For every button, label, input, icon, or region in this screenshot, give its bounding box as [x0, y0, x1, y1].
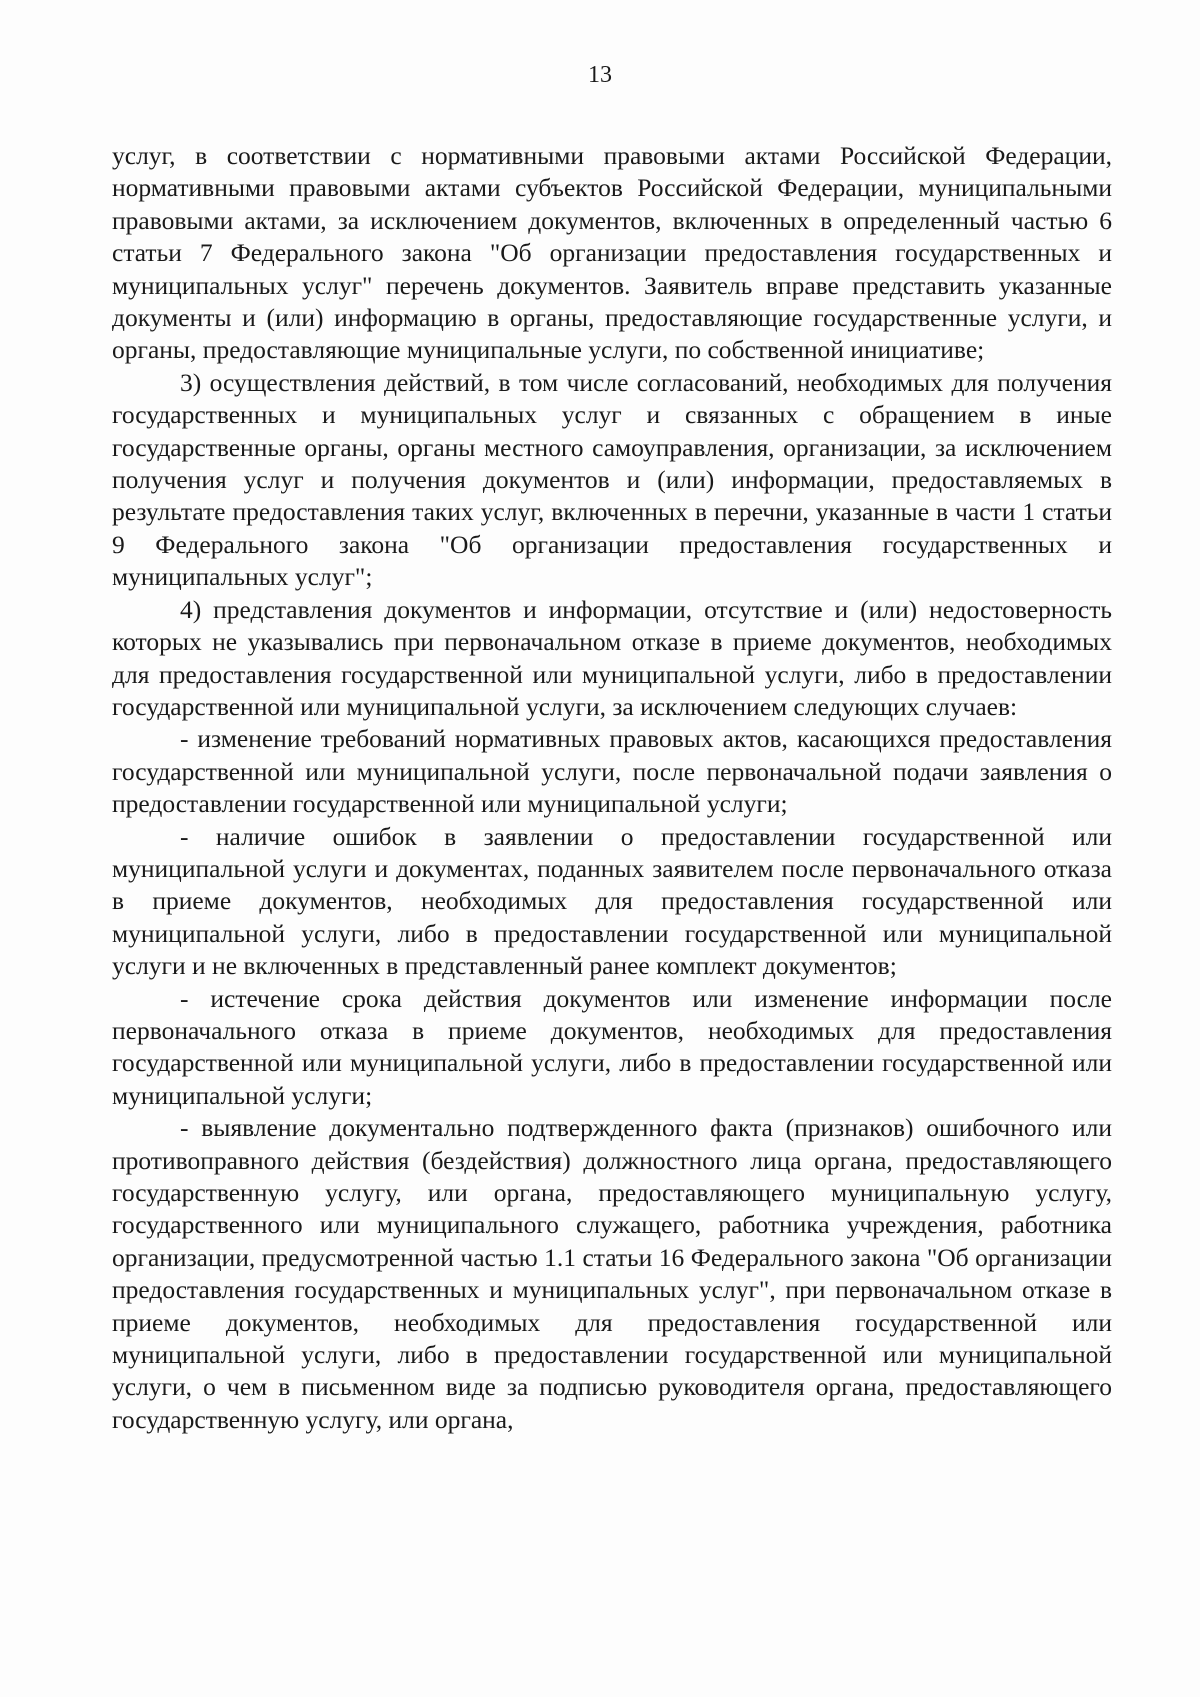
list-item-documents-expiry: - истечение срока действия документов или изменение информации после первоначального отказа в приеме документов, необходимых для предоставления государственной или муниципальной услуги, либо в предоставлении государственной или муниципальной услуги; [112, 983, 1112, 1110]
document-body [112, 140, 1112, 1436]
paragraph-continuation: услуг, в соответствии с нормативными правовыми актами Российской Федерации, нормативными правовыми актами субъектов Российской Федерации, муниципальными правовыми актами, за исключением документов, включенных в определенный частью 6 статьи 7 Федерального закона "Об организации предоставления государственных и муниципальных услуг" перечень документов. Заявитель вправе представить указанные документы и (или) информацию в органы, предоставляющие государственные услуги, и органы, предоставляющие муниципальные услуги, по собственной инициативе; [112, 141, 1112, 365]
paragraph-item-3: 3) осуществления действий, в том числе согласований, необходимых для получения государственных и муниципальных услуг и связанных с обращением в иные государственные органы, органы местного самоуправления, организации, за исключением получения услуг и получения документов и (или) информации, предоставляемых в результате предоставления таких услуг, включенных в перечни, указанные в части 1 статьи 9 Федерального закона "Об организации предоставления государственных и муниципальных услуг"; [112, 367, 1112, 592]
list-item-errors-in-application: - наличие ошибок в заявлении о предоставлении государственной или муниципальной услуги и документах, поданных заявителем после первоначального отказа в приеме документов, необходимых для предоставления государственной или муниципальной услуги, либо в предоставлении государственной или муниципальной услуги и не включенных в представленный ранее комплект документов; [112, 821, 1112, 981]
list-item-erroneous-action: - выявление документально подтвержденного факта (признаков) ошибочного или противоправного действия (бездействия) должностного лица органа, предоставляющего государственную услугу, или органа, предоставляющего муниципальную услугу, государственного или муниципального служащего, работника учреждения, работника организации, предусмотренной частью 1.1 статьи 16 Федерального закона "Об организации предоставления государственных и муниципальных услуг", при первоначальном отказе в приеме документов, необходимых для предоставления государственной или муниципальной услуги, либо в предоставлении государственной или муниципальной услуги, о чем в письменном виде за подписью руководителя органа, предоставляющего государственную услугу, или органа, [112, 1113, 1112, 1434]
page-number: 13 [588, 62, 612, 88]
list-item-requirements-change: - изменение требований нормативных правовых актов, касающихся предоставления государственной или муниципальной услуги, после первоначальной подачи заявления о предоставлении государственной или муниципальной услуги; [112, 724, 1112, 819]
paragraph-item-4: 4) представления документов и информации, отсутствие и (или) недостоверность которых не указывались при первоначальном отказе в приеме документов, необходимых для предоставления государственной или муниципальной услуги, либо в предоставлении государственной или муниципальной услуги, за исключением следующих случаев: [112, 594, 1112, 721]
